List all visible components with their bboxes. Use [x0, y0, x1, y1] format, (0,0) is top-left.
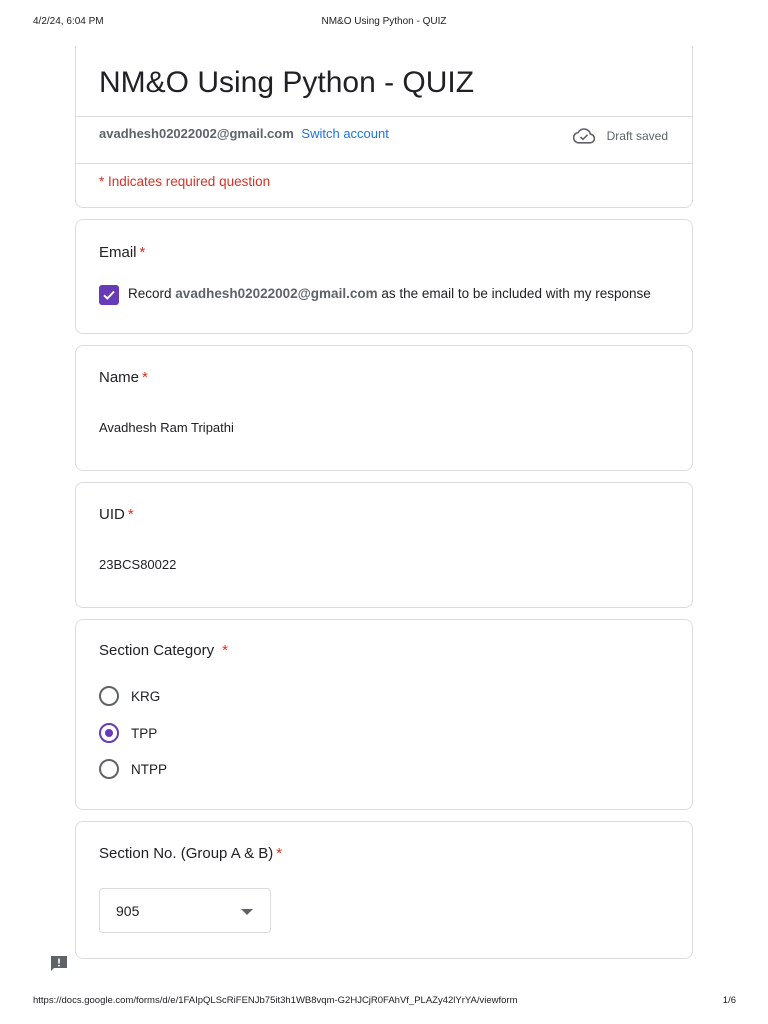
record-email-label: [128, 286, 651, 301]
radio-option-ntpp[interactable]: [99, 759, 167, 779]
required-star: *: [127, 506, 134, 523]
question-label: [99, 369, 148, 386]
check-icon: [102, 288, 116, 302]
radio-option-tpp[interactable]: [99, 723, 157, 743]
question-label-text: Email: [99, 244, 137, 261]
radio-option-label: NTPP: [131, 761, 168, 777]
print-date: 4/2/24, 6:04 PM: [33, 16, 104, 27]
switch-account-link[interactable]: Switch account: [301, 126, 389, 141]
question-email: [75, 219, 693, 334]
print-url: https://docs.google.com/forms/d/e/1FAIpQLScRiFENJb75it3h1WB8vqm-G2HJCjR0FAhVf_PLAZy42lYrYA/viewform: [33, 995, 518, 1006]
question-name: [75, 345, 693, 471]
account-row: [99, 126, 389, 141]
form-header-card: [75, 46, 693, 208]
question-label-text: Section Category: [99, 642, 215, 659]
question-label-text: Name: [99, 369, 140, 386]
account-email: avadhesh02022002@gmail.com: [99, 126, 294, 141]
record-suffix: as the email to be included with my response: [381, 286, 651, 301]
account-divider: [76, 163, 692, 164]
feedback-icon[interactable]: [49, 954, 69, 974]
radio-button[interactable]: [99, 686, 119, 706]
required-star: *: [276, 845, 283, 862]
radio-option-label: TPP: [131, 725, 158, 741]
question-label: [99, 244, 145, 261]
radio-option-krg[interactable]: [99, 686, 160, 706]
print-page-number: 1/6: [722, 995, 736, 1006]
question-section-no: [75, 821, 693, 959]
record-email-address: avadhesh02022002@gmail.com: [175, 286, 378, 301]
required-note: * Indicates required question: [99, 174, 271, 189]
question-uid: [75, 482, 693, 608]
radio-option-label: KRG: [131, 688, 161, 704]
draft-status: [573, 128, 668, 144]
dropdown-selected-value: 905: [116, 902, 140, 919]
print-header: [0, 16, 768, 30]
question-label: [99, 506, 134, 523]
record-prefix: Record: [128, 286, 172, 301]
print-footer: [0, 995, 768, 1009]
question-label-text: Section No. (Group A & B): [99, 845, 274, 862]
draft-status-text: Draft saved: [606, 129, 668, 143]
required-star: *: [139, 244, 146, 261]
uid-input[interactable]: 23BCS80022: [99, 557, 177, 572]
header-divider: [76, 116, 692, 117]
caret-down-icon: [241, 909, 253, 915]
radio-button-selected[interactable]: [99, 723, 119, 743]
form-title: NM&O Using Python - QUIZ: [99, 66, 475, 99]
print-title: NM&O Using Python - QUIZ: [321, 16, 447, 27]
question-label: [99, 845, 282, 862]
record-email-checkbox[interactable]: [99, 285, 119, 305]
cloud-done-icon: [573, 128, 595, 144]
radio-button[interactable]: [99, 759, 119, 779]
required-star: *: [142, 369, 148, 386]
name-input[interactable]: Avadhesh Ram Tripathi: [99, 420, 234, 435]
required-star: *: [222, 642, 228, 659]
question-section-category: [75, 619, 693, 810]
question-label: [99, 642, 228, 659]
question-label-text: UID: [99, 506, 125, 523]
section-no-dropdown[interactable]: [99, 888, 271, 933]
